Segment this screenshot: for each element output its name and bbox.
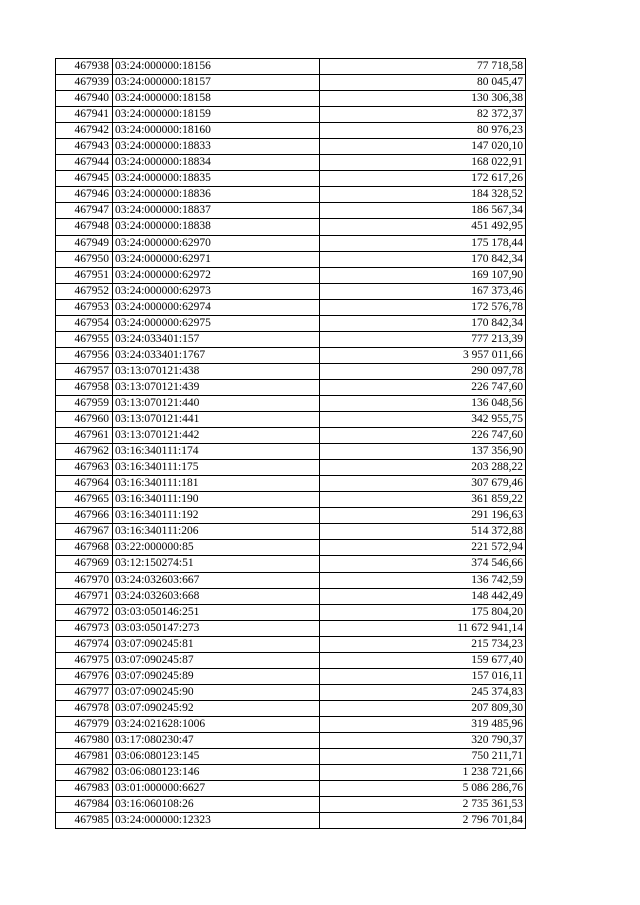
- cadastral-value-cell: 184 328,52: [320, 187, 526, 203]
- table-row: [56, 716, 526, 732]
- cadastral-value-cell: 750 211,71: [320, 749, 526, 765]
- table-row: [56, 123, 526, 139]
- cadastral-number-cell: 03:24:000000:62971: [113, 251, 320, 267]
- cadastral-value-cell: 290 097,78: [320, 363, 526, 379]
- cadastral-number-cell: 03:17:080230:47: [113, 732, 320, 748]
- cadastral-value-cell: 514 372,88: [320, 524, 526, 540]
- cadastral-value-cell: 186 567,34: [320, 203, 526, 219]
- table-row: [56, 331, 526, 347]
- cadastral-value-cell: 342 955,75: [320, 412, 526, 428]
- cadastral-number-cell: 03:24:000000:18158: [113, 91, 320, 107]
- cadastral-number-cell: 03:24:000000:62975: [113, 315, 320, 331]
- row-id-cell: 467972: [56, 604, 113, 620]
- table-row: [56, 363, 526, 379]
- cadastral-value-cell: 221 572,94: [320, 540, 526, 556]
- table-row: [56, 572, 526, 588]
- table-body: [56, 59, 526, 829]
- row-id-cell: 467957: [56, 363, 113, 379]
- table-row: [56, 171, 526, 187]
- row-id-cell: 467966: [56, 508, 113, 524]
- row-id-cell: 467975: [56, 652, 113, 668]
- cadastral-number-cell: 03:16:340111:175: [113, 460, 320, 476]
- row-id-cell: 467960: [56, 412, 113, 428]
- cadastral-number-cell: 03:12:150274:51: [113, 556, 320, 572]
- row-id-cell: 467970: [56, 572, 113, 588]
- row-id-cell: 467949: [56, 235, 113, 251]
- cadastral-number-cell: 03:13:070121:439: [113, 379, 320, 395]
- cadastral-number-cell: 03:24:000000:18156: [113, 59, 320, 75]
- table-row: [56, 604, 526, 620]
- table-row: [56, 636, 526, 652]
- cadastral-value-cell: 80 045,47: [320, 75, 526, 91]
- row-id-cell: 467943: [56, 139, 113, 155]
- row-id-cell: 467941: [56, 107, 113, 123]
- cadastral-value-cell: 159 677,40: [320, 652, 526, 668]
- cadastral-value-cell: 136 048,56: [320, 395, 526, 411]
- row-id-cell: 467959: [56, 395, 113, 411]
- row-id-cell: 467948: [56, 219, 113, 235]
- table-row: [56, 107, 526, 123]
- row-id-cell: 467956: [56, 347, 113, 363]
- table-row: [56, 652, 526, 668]
- row-id-cell: 467968: [56, 540, 113, 556]
- cadastral-number-cell: 03:24:032603:667: [113, 572, 320, 588]
- cadastral-value-cell: 777 213,39: [320, 331, 526, 347]
- cadastral-number-cell: 03:24:021628:1006: [113, 716, 320, 732]
- cadastral-number-cell: 03:24:000000:18837: [113, 203, 320, 219]
- cadastral-value-cell: 167 373,46: [320, 283, 526, 299]
- cadastral-number-cell: 03:24:000000:18159: [113, 107, 320, 123]
- table-row: [56, 267, 526, 283]
- table-row: [56, 299, 526, 315]
- table-row: [56, 428, 526, 444]
- table-row: [56, 139, 526, 155]
- cadastral-number-cell: 03:24:000000:62972: [113, 267, 320, 283]
- table-row: [56, 492, 526, 508]
- cadastral-number-cell: 03:24:000000:62970: [113, 235, 320, 251]
- cadastral-number-cell: 03:01:000000:6627: [113, 781, 320, 797]
- cadastral-value-cell: 245 374,83: [320, 684, 526, 700]
- row-id-cell: 467979: [56, 716, 113, 732]
- row-id-cell: 467963: [56, 460, 113, 476]
- table-row: [56, 700, 526, 716]
- table-row: [56, 59, 526, 75]
- table-row: [56, 379, 526, 395]
- table-row: [56, 315, 526, 331]
- cadastral-number-cell: 03:13:070121:440: [113, 395, 320, 411]
- cadastral-value-cell: 226 747,60: [320, 428, 526, 444]
- row-id-cell: 467983: [56, 781, 113, 797]
- cadastral-number-cell: 03:07:090245:92: [113, 700, 320, 716]
- table-row: [56, 620, 526, 636]
- cadastral-value-cell: 203 288,22: [320, 460, 526, 476]
- table-row: [56, 684, 526, 700]
- table-row: [56, 347, 526, 363]
- cadastral-number-cell: 03:24:033401:1767: [113, 347, 320, 363]
- row-id-cell: 467985: [56, 813, 113, 829]
- table-row: [56, 813, 526, 829]
- cadastral-number-cell: 03:07:090245:89: [113, 668, 320, 684]
- row-id-cell: 467950: [56, 251, 113, 267]
- row-id-cell: 467951: [56, 267, 113, 283]
- cadastral-value-cell: 80 976,23: [320, 123, 526, 139]
- row-id-cell: 467939: [56, 75, 113, 91]
- table-row: [56, 91, 526, 107]
- row-id-cell: 467980: [56, 732, 113, 748]
- cadastral-value-cell: 175 178,44: [320, 235, 526, 251]
- cadastral-number-cell: 03:24:000000:62974: [113, 299, 320, 315]
- table-row: [56, 732, 526, 748]
- cadastral-value-cell: 147 020,10: [320, 139, 526, 155]
- cadastral-number-cell: 03:24:033401:157: [113, 331, 320, 347]
- cadastral-number-cell: 03:03:050147:273: [113, 620, 320, 636]
- row-id-cell: 467942: [56, 123, 113, 139]
- row-id-cell: 467971: [56, 588, 113, 604]
- cadastral-value-cell: 148 442,49: [320, 588, 526, 604]
- cadastral-number-cell: 03:24:032603:668: [113, 588, 320, 604]
- row-id-cell: 467978: [56, 700, 113, 716]
- row-id-cell: 467976: [56, 668, 113, 684]
- cadastral-value-cell: 5 086 286,76: [320, 781, 526, 797]
- row-id-cell: 467954: [56, 315, 113, 331]
- cadastral-number-cell: 03:06:080123:146: [113, 765, 320, 781]
- cadastral-number-cell: 03:24:000000:18836: [113, 187, 320, 203]
- cadastral-value-cell: 291 196,63: [320, 508, 526, 524]
- table-row: [56, 203, 526, 219]
- cadastral-value-cell: 175 804,20: [320, 604, 526, 620]
- cadastral-number-cell: 03:16:060108:26: [113, 797, 320, 813]
- cadastral-number-cell: 03:13:070121:438: [113, 363, 320, 379]
- table-row: [56, 749, 526, 765]
- table-row: [56, 251, 526, 267]
- cadastral-number-cell: 03:16:340111:206: [113, 524, 320, 540]
- cadastral-value-cell: 137 356,90: [320, 444, 526, 460]
- row-id-cell: 467974: [56, 636, 113, 652]
- row-id-cell: 467944: [56, 155, 113, 171]
- table-row: [56, 524, 526, 540]
- cadastral-number-cell: 03:16:340111:190: [113, 492, 320, 508]
- row-id-cell: 467967: [56, 524, 113, 540]
- cadastral-value-cell: 320 790,37: [320, 732, 526, 748]
- table-row: [56, 540, 526, 556]
- row-id-cell: 467977: [56, 684, 113, 700]
- row-id-cell: 467947: [56, 203, 113, 219]
- cadastral-value-cell: 77 718,58: [320, 59, 526, 75]
- table-row: [56, 765, 526, 781]
- table-row: [56, 187, 526, 203]
- cadastral-number-cell: 03:13:070121:441: [113, 412, 320, 428]
- cadastral-number-cell: 03:13:070121:442: [113, 428, 320, 444]
- table-row: [56, 235, 526, 251]
- table-row: [56, 781, 526, 797]
- cadastral-value-cell: 374 546,66: [320, 556, 526, 572]
- cadastral-number-cell: 03:24:000000:18160: [113, 123, 320, 139]
- row-id-cell: 467953: [56, 299, 113, 315]
- table-row: [56, 444, 526, 460]
- cadastral-number-cell: 03:24:000000:18835: [113, 171, 320, 187]
- table-row: [56, 476, 526, 492]
- cadastral-value-cell: 172 576,78: [320, 299, 526, 315]
- cadastral-number-cell: 03:24:000000:18834: [113, 155, 320, 171]
- cadastral-value-cell: 319 485,96: [320, 716, 526, 732]
- cadastral-number-cell: 03:07:090245:81: [113, 636, 320, 652]
- table-row: [56, 588, 526, 604]
- cadastral-value-cell: 451 492,95: [320, 219, 526, 235]
- cadastral-value-cell: 2 796 701,84: [320, 813, 526, 829]
- cadastral-number-cell: 03:07:090245:87: [113, 652, 320, 668]
- row-id-cell: 467969: [56, 556, 113, 572]
- cadastral-number-cell: 03:16:340111:181: [113, 476, 320, 492]
- table-row: [56, 797, 526, 813]
- cadastral-value-cell: 136 742,59: [320, 572, 526, 588]
- table-row: [56, 219, 526, 235]
- cadastral-value-cell: 172 617,26: [320, 171, 526, 187]
- table-row: [56, 460, 526, 476]
- row-id-cell: 467982: [56, 765, 113, 781]
- row-id-cell: 467961: [56, 428, 113, 444]
- cadastral-value-cell: 82 372,37: [320, 107, 526, 123]
- cadastral-number-cell: 03:16:340111:174: [113, 444, 320, 460]
- cadastral-number-cell: 03:24:000000:12323: [113, 813, 320, 829]
- row-id-cell: 467965: [56, 492, 113, 508]
- cadastral-value-cell: 130 306,38: [320, 91, 526, 107]
- cadastral-number-cell: 03:07:090245:90: [113, 684, 320, 700]
- cadastral-value-cell: 11 672 941,14: [320, 620, 526, 636]
- row-id-cell: 467958: [56, 379, 113, 395]
- cadastral-value-cell: 169 107,90: [320, 267, 526, 283]
- row-id-cell: 467945: [56, 171, 113, 187]
- cadastral-value-cell: 3 957 011,66: [320, 347, 526, 363]
- row-id-cell: 467938: [56, 59, 113, 75]
- table-row: [56, 283, 526, 299]
- table-row: [56, 155, 526, 171]
- cadastral-value-cell: 2 735 361,53: [320, 797, 526, 813]
- table-row: [56, 508, 526, 524]
- cadastral-value-cell: 226 747,60: [320, 379, 526, 395]
- table-row: [56, 395, 526, 411]
- cadastral-value-cell: 168 022,91: [320, 155, 526, 171]
- cadastral-value-table: [55, 58, 526, 829]
- row-id-cell: 467984: [56, 797, 113, 813]
- table-row: [56, 75, 526, 91]
- cadastral-value-cell: 1 238 721,66: [320, 765, 526, 781]
- table-row: [56, 668, 526, 684]
- cadastral-value-cell: 361 859,22: [320, 492, 526, 508]
- cadastral-value-cell: 215 734,23: [320, 636, 526, 652]
- cadastral-number-cell: 03:24:000000:18838: [113, 219, 320, 235]
- row-id-cell: 467962: [56, 444, 113, 460]
- cadastral-number-cell: 03:06:080123:145: [113, 749, 320, 765]
- cadastral-value-cell: 157 016,11: [320, 668, 526, 684]
- cadastral-value-cell: 207 809,30: [320, 700, 526, 716]
- cadastral-value-cell: 307 679,46: [320, 476, 526, 492]
- cadastral-value-cell: 170 842,34: [320, 315, 526, 331]
- cadastral-number-cell: 03:24:000000:18157: [113, 75, 320, 91]
- cadastral-number-cell: 03:03:050146:251: [113, 604, 320, 620]
- cadastral-number-cell: 03:24:000000:62973: [113, 283, 320, 299]
- row-id-cell: 467946: [56, 187, 113, 203]
- row-id-cell: 467964: [56, 476, 113, 492]
- cadastral-value-cell: 170 842,34: [320, 251, 526, 267]
- cadastral-number-cell: 03:24:000000:18833: [113, 139, 320, 155]
- cadastral-number-cell: 03:22:000000:85: [113, 540, 320, 556]
- row-id-cell: 467955: [56, 331, 113, 347]
- cadastral-number-cell: 03:16:340111:192: [113, 508, 320, 524]
- row-id-cell: 467973: [56, 620, 113, 636]
- table-row: [56, 556, 526, 572]
- row-id-cell: 467940: [56, 91, 113, 107]
- row-id-cell: 467981: [56, 749, 113, 765]
- table-row: [56, 412, 526, 428]
- row-id-cell: 467952: [56, 283, 113, 299]
